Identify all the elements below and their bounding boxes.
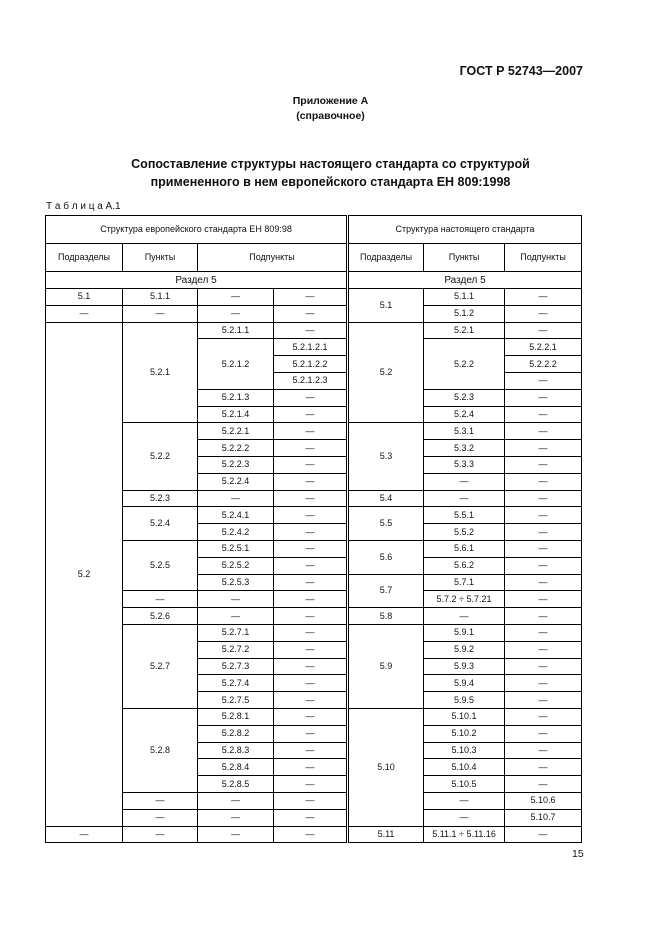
column-header: Подпункты bbox=[198, 244, 348, 272]
table-cell: — bbox=[274, 406, 348, 423]
title-line-1: Сопоставление структуры настоящего стандарта со структурой bbox=[131, 157, 530, 171]
table-cell: — bbox=[424, 490, 505, 507]
table-label: Т а б л и ц а А.1 bbox=[46, 201, 121, 212]
table-cell: 5.11.1 ÷ 5.11.16 bbox=[424, 826, 505, 843]
table-cell: 5.2.1.2.1 bbox=[274, 339, 348, 356]
table-cell: 5.7.2 ÷ 5.7.21 bbox=[424, 591, 505, 608]
table-row bbox=[46, 591, 582, 608]
table-cell: 5.10 bbox=[348, 708, 424, 826]
table-cell: 5.2.5.2 bbox=[198, 557, 274, 574]
table-cell: — bbox=[505, 608, 582, 625]
table-cell: — bbox=[274, 624, 348, 641]
table-cell: — bbox=[198, 826, 274, 843]
table-cell: 5.2.5 bbox=[123, 540, 198, 590]
table-cell: 5.2 bbox=[348, 322, 424, 423]
column-header-row bbox=[46, 244, 582, 272]
table-cell: 5.5 bbox=[348, 507, 424, 541]
group-header-left: Структура европейского стандарта ЕН 809:98 bbox=[46, 216, 348, 244]
table-cell: — bbox=[505, 423, 582, 440]
table-cell: 5.2.8.4 bbox=[198, 759, 274, 776]
table-cell: — bbox=[274, 675, 348, 692]
table-cell: — bbox=[198, 289, 274, 306]
table-cell: — bbox=[505, 322, 582, 339]
table-row bbox=[46, 608, 582, 625]
table-cell: — bbox=[274, 507, 348, 524]
table-cell: — bbox=[123, 591, 198, 608]
table-cell: — bbox=[505, 440, 582, 457]
table-cell: 5.5.1 bbox=[424, 507, 505, 524]
table-cell: — bbox=[505, 406, 582, 423]
table-cell: 5.10.7 bbox=[505, 809, 582, 826]
table-cell: — bbox=[424, 608, 505, 625]
table-cell: 5.2.2.2 bbox=[198, 440, 274, 457]
table-cell: — bbox=[505, 725, 582, 742]
table-cell: — bbox=[274, 557, 348, 574]
table-cell: 5.9.2 bbox=[424, 641, 505, 658]
table-cell: 5.2.6 bbox=[123, 608, 198, 625]
table-cell: — bbox=[505, 692, 582, 709]
column-header: Подразделы bbox=[46, 244, 123, 272]
table-cell: 5.2.7.2 bbox=[198, 641, 274, 658]
table-cell: — bbox=[123, 826, 198, 843]
table-cell: 5.10.4 bbox=[424, 759, 505, 776]
table-cell: 5.2.8.2 bbox=[198, 725, 274, 742]
table-cell: — bbox=[46, 826, 123, 843]
table-cell: — bbox=[505, 759, 582, 776]
table-cell: 5.9.1 bbox=[424, 624, 505, 641]
table-cell: — bbox=[274, 389, 348, 406]
table-cell: — bbox=[198, 490, 274, 507]
table-cell: 5.2.2.1 bbox=[505, 339, 582, 356]
table-cell: 5.2.4.2 bbox=[198, 524, 274, 541]
table-row bbox=[46, 305, 582, 322]
table-cell: — bbox=[505, 658, 582, 675]
table-cell: — bbox=[198, 809, 274, 826]
table-cell: 5.11 bbox=[348, 826, 424, 843]
table-cell: — bbox=[274, 524, 348, 541]
table-cell: 5.1.1 bbox=[123, 289, 198, 306]
table-cell: 5.2.7.1 bbox=[198, 624, 274, 641]
appendix-subtitle: (справочное) bbox=[296, 110, 365, 122]
table-cell: — bbox=[274, 692, 348, 709]
table-cell: 5.9.5 bbox=[424, 692, 505, 709]
table-cell: — bbox=[274, 490, 348, 507]
table-cell: — bbox=[274, 608, 348, 625]
table-row bbox=[46, 792, 582, 809]
table-cell: 5.2.8.3 bbox=[198, 742, 274, 759]
table-cell: — bbox=[505, 524, 582, 541]
table-cell: — bbox=[505, 490, 582, 507]
table-row bbox=[46, 540, 582, 557]
table-cell: — bbox=[274, 641, 348, 658]
section-row bbox=[46, 272, 582, 289]
group-header-row bbox=[46, 216, 582, 244]
table-row bbox=[46, 624, 582, 641]
table-cell: 5.9 bbox=[348, 624, 424, 708]
table-cell: — bbox=[505, 708, 582, 725]
table-cell: 5.2.7.3 bbox=[198, 658, 274, 675]
table-cell: — bbox=[505, 540, 582, 557]
table-cell: 5.2 bbox=[46, 322, 123, 826]
table-cell: — bbox=[274, 708, 348, 725]
table-cell: — bbox=[505, 289, 582, 306]
table-cell: 5.2.1.4 bbox=[198, 406, 274, 423]
table-cell: 5.1.1 bbox=[424, 289, 505, 306]
table-cell: — bbox=[274, 574, 348, 591]
table-cell: — bbox=[505, 624, 582, 641]
table-cell: — bbox=[505, 742, 582, 759]
table-cell: 5.2.4 bbox=[424, 406, 505, 423]
table-cell: — bbox=[505, 507, 582, 524]
table-cell: 5.2.4.1 bbox=[198, 507, 274, 524]
table-cell: 5.2.1.3 bbox=[198, 389, 274, 406]
table-cell: — bbox=[505, 305, 582, 322]
table-cell: 5.2.4 bbox=[123, 507, 198, 541]
table-cell: — bbox=[274, 473, 348, 490]
table-cell: 5.2.5.3 bbox=[198, 574, 274, 591]
table-cell: — bbox=[274, 792, 348, 809]
column-header: Подпункты bbox=[505, 244, 582, 272]
table-cell: 5.1 bbox=[348, 289, 424, 323]
table-cell: — bbox=[123, 792, 198, 809]
table-cell: — bbox=[198, 608, 274, 625]
table-cell: — bbox=[505, 557, 582, 574]
table-cell: 5.2.8 bbox=[123, 708, 198, 792]
table-cell: — bbox=[274, 322, 348, 339]
table-cell: — bbox=[123, 305, 198, 322]
table-cell: 5.7 bbox=[348, 574, 424, 608]
table-cell: 5.2.2 bbox=[424, 339, 505, 389]
table-cell: — bbox=[274, 809, 348, 826]
document-code: ГОСТ Р 52743—2007 bbox=[459, 64, 583, 78]
table-cell: — bbox=[274, 423, 348, 440]
comparison-table bbox=[45, 215, 582, 843]
table-cell: — bbox=[424, 809, 505, 826]
table-cell: 5.2.2.4 bbox=[198, 473, 274, 490]
table-cell: 5.6.2 bbox=[424, 557, 505, 574]
table-row bbox=[46, 507, 582, 524]
table-cell: — bbox=[274, 759, 348, 776]
table-cell: 5.3.3 bbox=[424, 456, 505, 473]
table-cell: 5.1.2 bbox=[424, 305, 505, 322]
table-cell: 5.6.1 bbox=[424, 540, 505, 557]
table-cell: 5.2.2.3 bbox=[198, 456, 274, 473]
table-row bbox=[46, 423, 582, 440]
table-cell: 5.10.2 bbox=[424, 725, 505, 742]
table-cell: 5.2.1.1 bbox=[198, 322, 274, 339]
table-cell: 5.10.3 bbox=[424, 742, 505, 759]
appendix-heading bbox=[0, 94, 661, 124]
table-cell: 5.3 bbox=[348, 423, 424, 490]
column-header: Пункты bbox=[424, 244, 505, 272]
table-cell: — bbox=[274, 440, 348, 457]
table-cell: — bbox=[274, 289, 348, 306]
table-cell: 5.2.7.5 bbox=[198, 692, 274, 709]
table-cell: 5.2.2.1 bbox=[198, 423, 274, 440]
table-cell: 5.2.1.2.3 bbox=[274, 372, 348, 389]
table-cell: 5.2.3 bbox=[123, 490, 198, 507]
table-row bbox=[46, 490, 582, 507]
table-cell: 5.8 bbox=[348, 608, 424, 625]
table-cell: — bbox=[274, 456, 348, 473]
table-cell: — bbox=[505, 372, 582, 389]
table-row bbox=[46, 322, 582, 339]
table-row bbox=[46, 809, 582, 826]
table-cell: — bbox=[274, 826, 348, 843]
table-cell: — bbox=[505, 776, 582, 793]
table-cell: — bbox=[505, 826, 582, 843]
table-cell: — bbox=[505, 675, 582, 692]
table-cell: 5.10.1 bbox=[424, 708, 505, 725]
group-header-right: Структура настоящего стандарта bbox=[348, 216, 582, 244]
table-cell: 5.2.1 bbox=[123, 322, 198, 423]
table-cell: — bbox=[505, 389, 582, 406]
table-cell: 5.9.3 bbox=[424, 658, 505, 675]
table-row bbox=[46, 826, 582, 843]
table-cell: 5.2.8.5 bbox=[198, 776, 274, 793]
table-cell: — bbox=[274, 742, 348, 759]
table-cell: — bbox=[274, 725, 348, 742]
table-cell: — bbox=[123, 809, 198, 826]
table-cell: 5.2.7 bbox=[123, 624, 198, 708]
table-cell: — bbox=[46, 305, 123, 322]
table-cell: 5.2.5.1 bbox=[198, 540, 274, 557]
table-cell: 5.10.6 bbox=[505, 792, 582, 809]
table-cell: 5.10.5 bbox=[424, 776, 505, 793]
table-cell: — bbox=[505, 591, 582, 608]
column-header: Подразделы bbox=[348, 244, 424, 272]
table-cell: 5.2.8.1 bbox=[198, 708, 274, 725]
table-cell: 5.4 bbox=[348, 490, 424, 507]
table-cell: — bbox=[424, 792, 505, 809]
table-cell: — bbox=[274, 591, 348, 608]
table-cell: 5.6 bbox=[348, 540, 424, 574]
section-label: Раздел 5 bbox=[46, 272, 348, 289]
table-cell: — bbox=[274, 540, 348, 557]
table-cell: 5.3.1 bbox=[424, 423, 505, 440]
table-cell: — bbox=[274, 305, 348, 322]
table-cell: — bbox=[274, 658, 348, 675]
table-cell: — bbox=[274, 776, 348, 793]
table-cell: 5.9.4 bbox=[424, 675, 505, 692]
table-cell: 5.7.1 bbox=[424, 574, 505, 591]
table-cell: 5.2.1.2.2 bbox=[274, 356, 348, 373]
table-cell: 5.2.2.2 bbox=[505, 356, 582, 373]
table-cell: 5.2.7.4 bbox=[198, 675, 274, 692]
table-row bbox=[46, 708, 582, 725]
table-cell: 5.5.2 bbox=[424, 524, 505, 541]
table-cell: 5.2.1 bbox=[424, 322, 505, 339]
table-cell: — bbox=[505, 473, 582, 490]
table-cell: — bbox=[505, 456, 582, 473]
table-cell: — bbox=[198, 591, 274, 608]
table-cell: — bbox=[198, 792, 274, 809]
table-cell: — bbox=[505, 574, 582, 591]
table-cell: 5.2.3 bbox=[424, 389, 505, 406]
column-header: Пункты bbox=[123, 244, 198, 272]
document-title bbox=[0, 155, 661, 191]
table-row bbox=[46, 289, 582, 306]
table-cell: — bbox=[424, 473, 505, 490]
table-cell: 5.2.2 bbox=[123, 423, 198, 490]
page-number: 15 bbox=[572, 848, 584, 860]
appendix-title: Приложение А bbox=[292, 95, 369, 107]
table-cell: — bbox=[198, 305, 274, 322]
table-cell: — bbox=[505, 641, 582, 658]
table-cell: 5.3.2 bbox=[424, 440, 505, 457]
table-cell: 5.2.1.2 bbox=[198, 339, 274, 389]
section-label: Раздел 5 bbox=[348, 272, 582, 289]
table-cell: 5.1 bbox=[46, 289, 123, 306]
title-line-2: примененного в нем европейского стандарта ЕН 809:1998 bbox=[150, 175, 511, 189]
